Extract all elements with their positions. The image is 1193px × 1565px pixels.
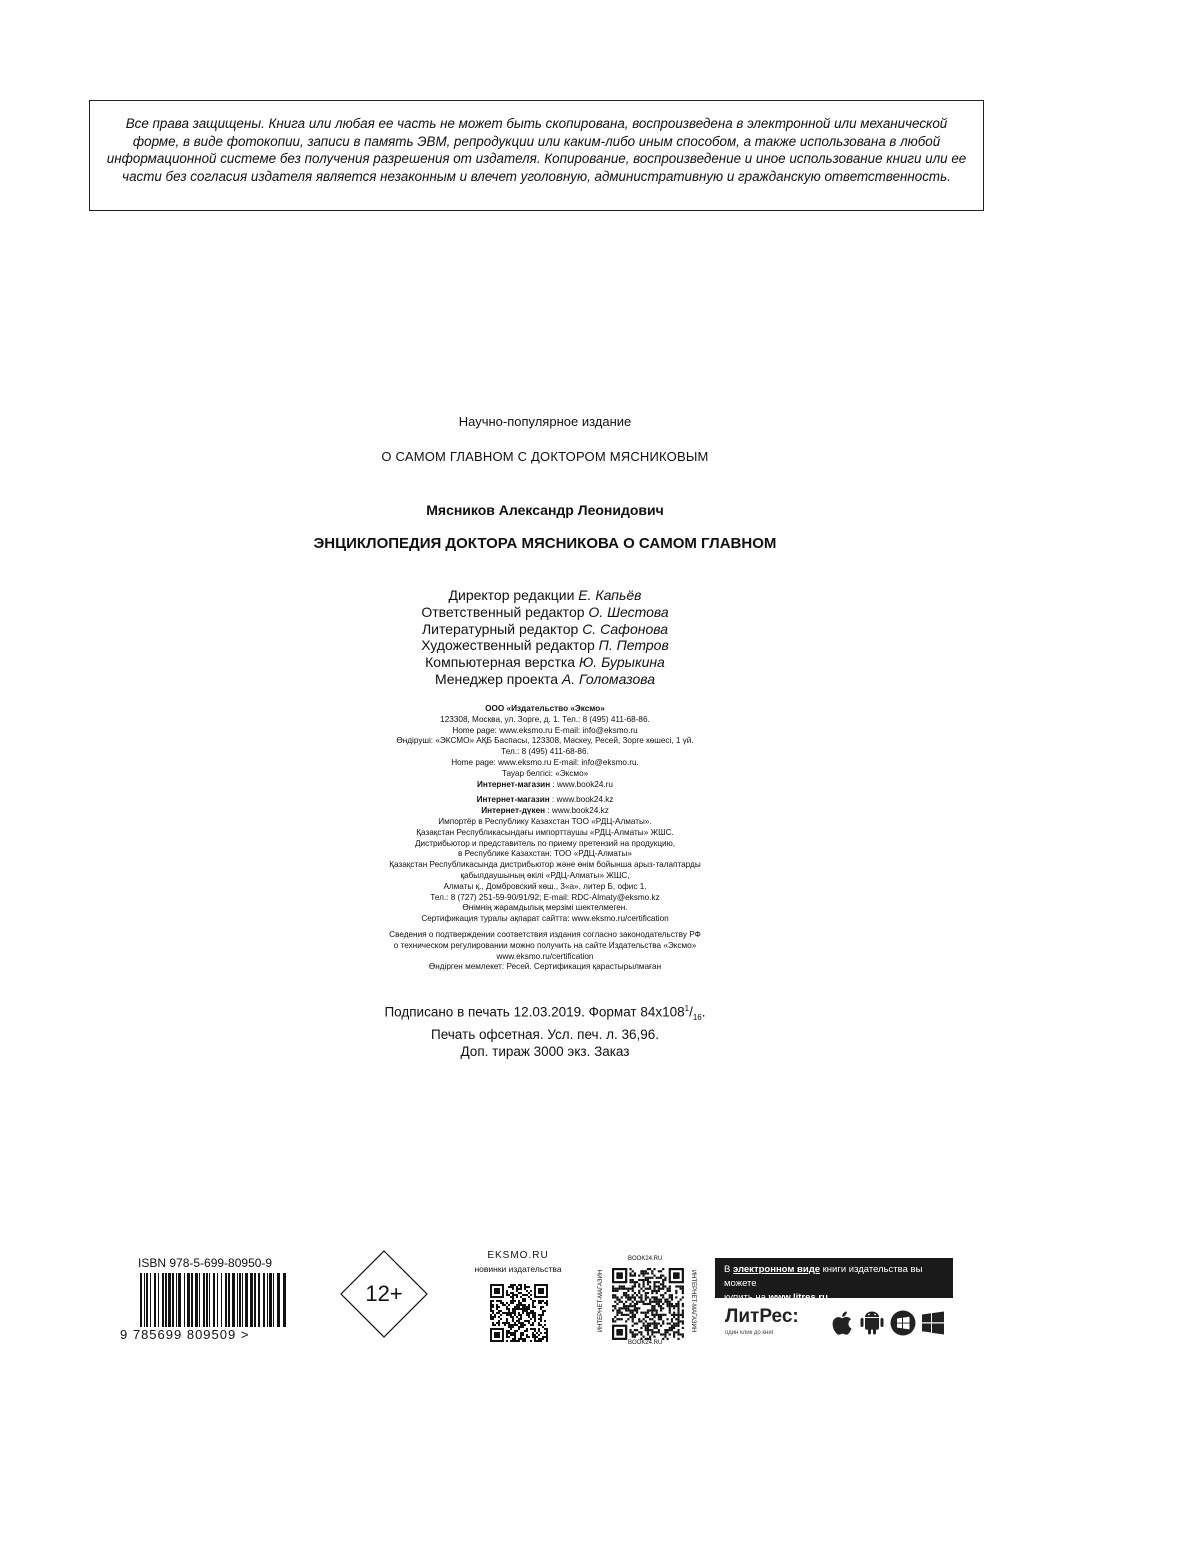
imprint-line: Home page: www.eksmo.ru E-mail: info@eksmo.ru (452, 725, 638, 735)
imprint-line: Өндірген мемлекет: Ресей. Сертификация қарастырылмаған (428, 962, 662, 972)
credit-name: П. Петров (598, 637, 669, 654)
eksmo-qr-code-icon[interactable] (490, 1284, 548, 1342)
credit-role: Директор редакции (448, 587, 575, 603)
credit-name: С. Сафонова (582, 620, 669, 637)
litres-logo: ЛитРес: (725, 1306, 799, 1327)
credit-line (100, 671, 990, 688)
litres-banner[interactable] (715, 1258, 953, 1342)
book24-left-label: ИНТЕРНЕТ-МАГАЗИН (598, 1269, 605, 1333)
imprint-line: в Республике Казахстан: ТОО «РДЦ-Алматы» (458, 849, 632, 859)
copyright-notice-text: Все права защищены. Книга или любая ее часть не может быть скопирована, воспроизведена в электронной или механической форме, в виде фотокопии, записи в память ЭВМ, репродукции или каким-либо иным способом, а также использована в любой информационной системе без получения разрешения от издателя. Копирование, воспроизведение и иное использование книги или ее части без согласия издателя является незаконным и влечет уголовную, административную и гражданскую ответственность. (106, 116, 967, 184)
eksmo-caption: новинки издательства (474, 1264, 562, 1274)
litres-text: В (724, 1264, 733, 1275)
format-sup: 1 (684, 1004, 690, 1013)
imprint-line: Тел.: 8 (727) 251-59-90/91/92; E-mail: RDC-Almaty@eksmo.kz (430, 892, 660, 902)
series-type: Научно-популярное издание (458, 414, 632, 429)
shop-value: : www.book24.kz (545, 806, 609, 816)
imprint-line: Қазақстан Республикасындағы импорттаушы «РДЦ-Алматы» ЖШС. (416, 827, 674, 837)
imprint-line: Алматы қ., Домбровский көш., 3«а», литер Б, офис 1. (443, 881, 647, 891)
print-info-line: Доп. тираж 3000 экз. Заказ (460, 1044, 630, 1060)
litres-link[interactable]: www.litres.ru (768, 1292, 828, 1303)
imprint-line: о техническом регулировании можно получить на сайте Издательства «Эксмо» (393, 940, 697, 950)
credit-name: А. Голомазова (561, 670, 656, 687)
imprint-block (100, 704, 990, 973)
shop-value: : www.book24.ru (550, 779, 613, 789)
credit-name: Е. Капьёв (578, 587, 642, 603)
shop-value: : www.book24.kz (549, 795, 614, 805)
imprint-line: Дистрибьютор и представитель по приему претензий на продукцию, (415, 838, 675, 848)
signed-text: Подписано в печать 12.03.2019. Формат 84x108 (384, 1004, 685, 1020)
credit-name: Ю. Бурыкина (578, 654, 665, 671)
windows-phone-icon (890, 1310, 916, 1336)
credit-role: Литературный редактор (421, 620, 579, 637)
windows-icon (921, 1310, 945, 1336)
credit-role: Компьютерная верстка (425, 654, 576, 671)
imprint-line: Өнімнің жарамдылық мерзімі шектелмеген. (462, 903, 628, 913)
imprint-line: Өндіруші: «ЭКСМО» АҚБ Баспасы, 123308, Мәскеу, Ресей, Зорге көшесі, 1 үй. (396, 736, 694, 746)
imprint-line: Тауар белгісі: «Эксмо» (501, 768, 589, 778)
barcode-digits: 9 785699 809509 > (120, 1327, 250, 1342)
book24-top-label: BOOK24.RU (628, 1256, 663, 1262)
print-info-line (100, 1000, 990, 1026)
shop-line-ru (100, 780, 990, 791)
format-end: . (701, 1004, 706, 1020)
editorial-credits (100, 587, 990, 688)
isbn-label: ISBN 978-5-699-80950-9 (138, 1256, 273, 1270)
credit-line (100, 621, 990, 638)
author-name: Мясников Александр Леонидович (426, 502, 664, 518)
imprint-line: Home page: www.eksmo.ru E-mail: info@eksmo.ru. (451, 757, 639, 767)
imprint-line: Сведения о подтверждении соответствия издания согласно законодательству РФ (389, 929, 701, 939)
book24-bottom-label: BOOK24.RU (628, 1340, 663, 1346)
android-icon (860, 1310, 884, 1336)
series-name: О САМОМ ГЛАВНОМ С ДОКТОРОМ МЯСНИКОВЫМ (381, 449, 709, 464)
litres-text: купить на (724, 1292, 769, 1303)
book-title: ЭНЦИКЛОПЕДИЯ ДОКТОРА МЯСНИКОВА О САМОМ ГЛАВНОМ (313, 535, 777, 552)
imprint-line: Тел.: 8 (495) 411-68-86. (501, 747, 589, 757)
credit-line (100, 637, 990, 654)
credit-line (100, 654, 990, 671)
copyright-notice-box (89, 100, 984, 211)
format-sub: 16 (692, 1013, 702, 1023)
litres-message (715, 1258, 953, 1303)
apple-icon (832, 1310, 856, 1336)
shop-line-kz2 (100, 806, 990, 817)
imprint-line: www.eksmo.ru/certification (496, 951, 594, 961)
credit-line (100, 587, 990, 604)
print-info-line: Печать офсетная. Усл. печ. л. 36,96. (431, 1027, 659, 1043)
credit-role: Ответственный редактор (421, 603, 585, 620)
litres-slogan: один клик до книг (725, 1330, 774, 1336)
shop-label: Интернет-магазин (476, 795, 550, 805)
eksmo-url: EKSMO.RU (487, 1250, 549, 1261)
barcode-icon (138, 1273, 288, 1329)
shop-label: Интернет-дүкен (481, 806, 546, 816)
age-rating-badge (340, 1250, 428, 1338)
book24-right-label: ИНТЕРНЕТ-МАГАЗИН (690, 1269, 697, 1333)
litres-text-bold: электронном виде (732, 1264, 821, 1275)
imprint-line: Импортёр в Республику Казахстан ТОО «РДЦ-Алматы». (438, 816, 652, 826)
book24-qr-code-icon[interactable] (612, 1268, 684, 1340)
imprint-line: Сертификация туралы ақпарат сайтта: www.eksmo.ru/certification (421, 914, 669, 924)
print-info (100, 1000, 990, 1060)
imprint-line: қабылдаушының өкілі «РДЦ-Алматы» ЖШС, (460, 870, 630, 880)
imprint-line: Қазақстан Республикасында дистрибьютор және өнім бойынша арыз-талаптарды (389, 860, 701, 870)
credit-name: О. Шестова (588, 603, 669, 620)
age-rating-text: 12+ (365, 1281, 403, 1306)
credit-line (100, 604, 990, 621)
credit-role: Художественный редактор (421, 637, 595, 654)
credit-role: Менеджер проекта (434, 670, 559, 687)
publisher-name: ООО «Издательство «Эксмо» (485, 704, 605, 713)
shop-label: Интернет-магазин (477, 779, 551, 789)
shop-line-kz (100, 795, 990, 806)
litres-text: книги издательства вы можете (724, 1264, 923, 1289)
format-sep: / (689, 1004, 693, 1020)
imprint-line: 123308, Москва, ул. Зорге, д. 1. Тел.: 8 (495) 411-68-86. (440, 714, 650, 724)
eksmo-qr-block (470, 1250, 566, 1274)
